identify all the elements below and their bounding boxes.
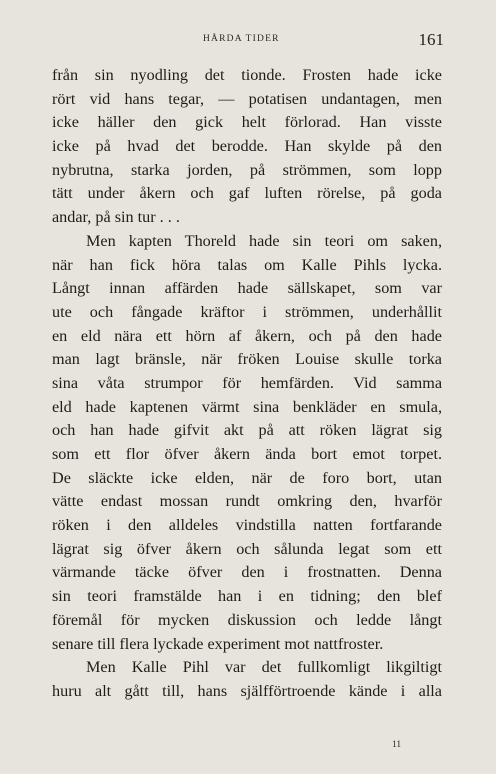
text-line: när han fick höra talas om Kalle Pihls lycka. (52, 255, 442, 274)
text-line: andar, på sin tur . . . (52, 208, 180, 227)
text-line: icke på hvad det berodde. Han skylde på den (52, 137, 442, 156)
running-head: HÅRDA TIDER (203, 34, 280, 44)
text-line: röken i den alldeles vindstilla natten fortfarande (52, 516, 442, 535)
text-line: huru alt gått till, hans själfförtroende kände i alla (52, 681, 442, 700)
body-text (52, 64, 442, 704)
text-line: lägrat sig öfver åkern och sålunda legat som ett (52, 539, 442, 558)
page-number: 161 (418, 30, 444, 49)
text-line: icke häller den gick helt förlorad. Han visste (52, 113, 442, 132)
text-line: tätt under åkern och gaf luften rörelse, på goda (52, 184, 442, 203)
text-line: rört vid hans tegar, — potatisen undantagen, men (52, 89, 442, 108)
text-line: sin teori framstälde han i en tidning; den blef (52, 587, 442, 606)
text-line: Men kapten Thoreld hade sin teori om saken, (86, 231, 442, 250)
text-line: ute och fångade kräftor i strömmen, underhållit (52, 302, 442, 321)
text-line: senare till flera lyckade experiment mot nattfroster. (52, 634, 384, 653)
signature-mark: 11 (392, 740, 402, 750)
text-line: värmande täcke öfver den i frostnatten. Denna (52, 563, 442, 582)
text-line: föremål för mycken diskussion och ledde långt (52, 610, 442, 629)
text-line: en eld nära ett hörn af åkern, och på den hade (52, 326, 442, 345)
text-line: vätte endast mossan rundt omkring den, hvarför (52, 492, 442, 511)
text-line: man lagt bränsle, när fröken Louise skulle torka (52, 350, 442, 369)
text-line: från sin nyodling det tionde. Frosten hade icke (52, 66, 442, 84)
text-line: som ett flor öfver åkern ända bort emot torpet. (52, 445, 442, 463)
text-line: Men Kalle Pihl var det fullkomligt likgiltigt (86, 658, 442, 677)
text-line: sina våta strumpor för hemfärden. Vid samma (52, 373, 442, 392)
text-line: nybrutna, starka jorden, på strömmen, som lopp (52, 160, 442, 179)
text-line: och han hade gifvit akt på att röken lägrat sig (52, 421, 442, 440)
text-line: eld hade kaptenen värmt sina benkläder en smula, (52, 397, 442, 416)
text-line: De släckte icke elden, när de foro bort, utan (52, 468, 442, 487)
text-line: Långt innan affärden hade sällskapet, som var (52, 279, 442, 298)
